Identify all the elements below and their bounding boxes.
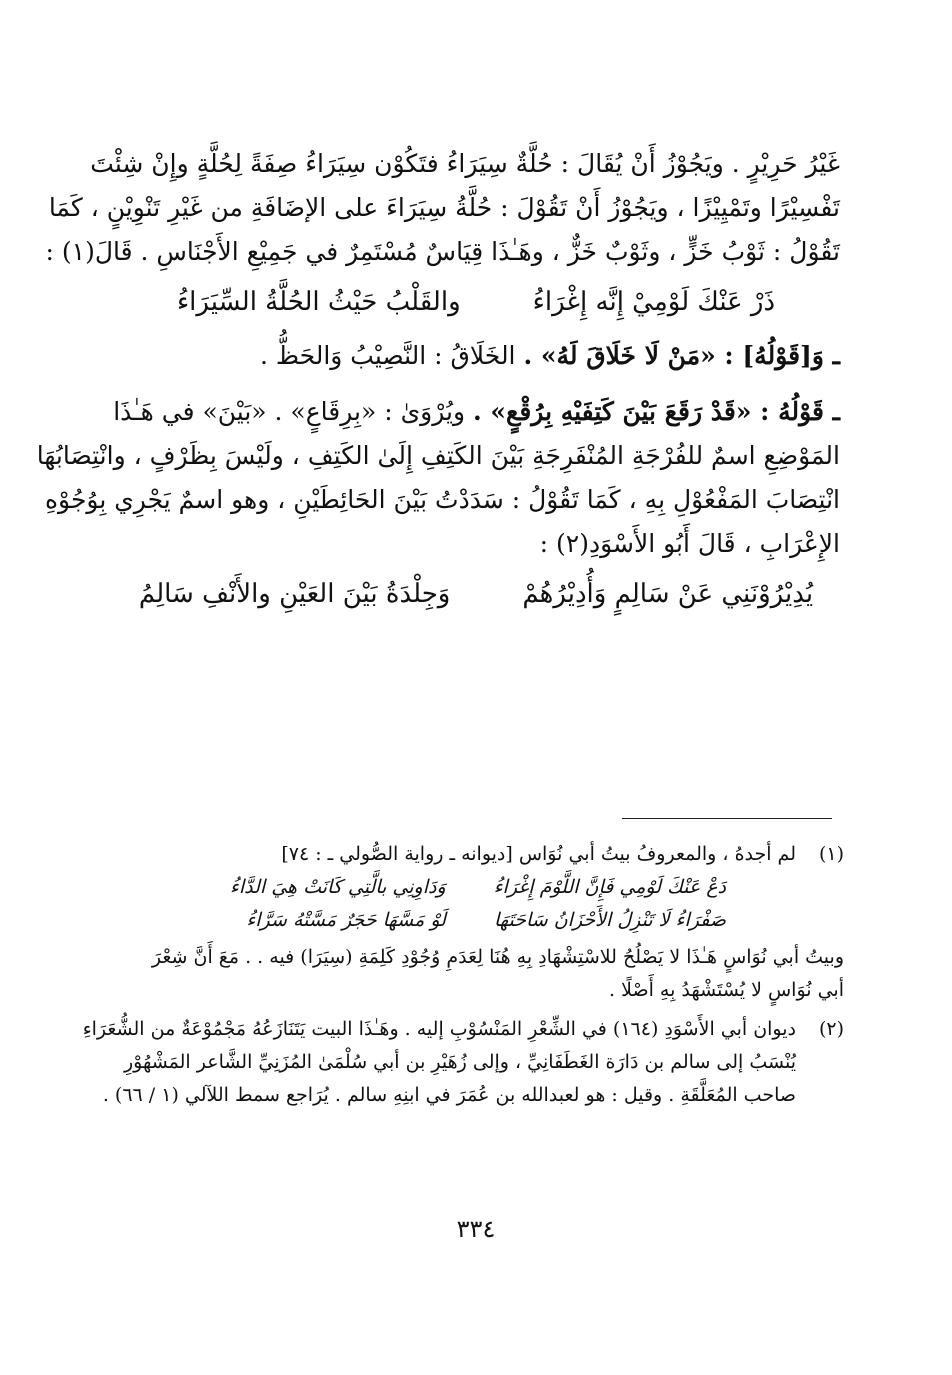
footnote-1-after-line-1: وبيتُ أبي نُوَاسٍ هَـٰذَا لا يَصْلُحُ للاسْتِشْهَادِ بِهِ هُنَا لِعَدَمِ وُجُوْدِ كَلِمَةِ (سِيَرَا) فيه . . مَعَ أَنَّ شِعْرَ [151, 946, 844, 968]
text-line-6: المَوْضِعِ اسمٌ للفُرْجَةِ المُنْفَرِجَةِ بَيْنَ الكَتِفِ إِلَىٰ الكَتِفِ ، ولَيْسَ بِظَرْفٍ ، وانْتِصَابُهَا [36, 441, 840, 470]
footnote-2 [82, 1013, 844, 1112]
text-line-1: غَيْرُ حَرِيْرٍ . ويَجُوْزُ أَنْ يُقَالَ : حُلَّةٌ سِيَرَاءُ فتَكُوْن سِيَرَاءُ صِفَةً لِحُلَّةٍ وإِنْ شِئْتَ [90, 149, 840, 178]
verse-1 [112, 280, 840, 324]
footnote-1-verse-2-first: صَفْرَاءُ لَا تَنْزِلُ الأَحْزَانُ سَاحَتَهَا [493, 909, 726, 931]
footnote-1-line-1: لم أجدهُ ، والمعروفُ بيتُ أبي نُوَاس [ديوانه ـ رواية الصُّولي ـ : ٧٤] [281, 843, 796, 865]
footnote-2-line-2: يُنْسَبُ إلى سالم بن دَارَة الغَطَفَانِيِّ ، وإلى زُهَيْرِ بن أبي سُلْمَىٰ المُزَنِيِّ الشَّاعر المَشْهُوْرِ [123, 1051, 796, 1073]
text-line-5 [112, 390, 840, 434]
paragraph-gap [112, 378, 840, 390]
footnotes [82, 838, 844, 1116]
verse-1-second-hemistich: والقَلْبُ حَيْثُ الحُلَّةُ السِّيَرَاءُ [176, 287, 461, 317]
heading-qawluhu-raqaa: ـ قَوْلُهُ : «قَدْ رَقَعَ بَيْنَ كَتِفَيْهِ بِرُقْعٍ» . [472, 397, 840, 426]
verse-2-second-hemistich: وَجِلْدَةُ بَيْنَ العَيْنِ والأَنْفِ سَالِمُ [138, 579, 451, 609]
footnote-1-verse-2 [100, 904, 796, 937]
text-line-4 [112, 334, 840, 378]
footnote-1-after-line-2: أبي نُوَاسٍ لا يُسْتَشْهَدُ بِهِ أَصْلًا . [609, 979, 844, 1001]
text-line-5-rest: ويُرْوَىٰ : «بِرِقَاعٍ» . «بَيْنَ» في هَـٰذَا [113, 397, 473, 426]
footnote-2-line-3: صاحب المُعَلَّقَةِ . وقيل : هو لعبدالله بن عُمَرَ في ابنِهِ سالم . يُرَاجع سمط اللآلي (١ / ٦٦) . [102, 1084, 796, 1106]
main-text [36, 142, 840, 626]
text-line-4-rest: الخَلَاقُ : النَّصِيْبُ وَالحَظُّ . [259, 341, 524, 370]
text-line-2: تَفْسِيْرًا وتَمْيِيْزًا ، ويَجُوْزُ أَنْ تَقُوْلَ : حُلَّةُ سِيَرَاءَ على الإضَافَةِ من غَيْرِ تَنْوِيْنٍ ، كَمَا [48, 193, 840, 222]
footnote-2-body [83, 1013, 796, 1112]
footnote-1-number: (١) [818, 843, 844, 865]
footnote-2-line-1: ديوان أبي الأَسْوَدِ (١٦٤) في الشِّعْرِ المَنْسُوْبِ إليه . وهَـٰذَا البيت يَتَنَازَعُهُ مَجْمُوْعَةٌ من الشُّعَرَاءِ [82, 1018, 796, 1040]
page-number: ٣٣٤ [456, 1215, 496, 1243]
text-line-7: انْتِصَابَ المَفْعُوْلِ بِهِ ، كَمَا تَقُوْلُ : سَدَدْتُ بَيْنَ الحَائِطَيْنِ ، وهو اسمٌ يَجْرِي بِوُجُوْهِ [44, 485, 840, 514]
footnote-1-body [100, 838, 796, 937]
footnote-1-verse-2-second: لَوْ مَسَّهَا حَجَرٌ مَسَّتْهُ سَرَّاءُ [246, 909, 446, 931]
verse-1-first-hemistich: ذَرْ عَنْكَ لَوْمِيْ إِنَّه إِغْرَاءُ [532, 287, 776, 317]
verse-2-first-hemistich: يُدِيْرُوْنَنِي عَنْ سَالِمٍ وَأُدِيْرُهُمْ [522, 579, 814, 609]
footnote-1-verse-1 [100, 871, 796, 904]
heading-qawluhu-khalaq: ـ وَ[قَوْلُهُ] : «مَنْ لَا خَلَاقَ لَهُ» . [523, 341, 840, 370]
footnote-1-verse-1-second: وَدَاوِنِي بالَّتِي كَانَتْ هِيَ الدَّاءُ [229, 876, 446, 898]
text-line-8: الإِعْرَابِ ، قَالَ أَبُو الأَسْوَدِ(٢) : [539, 529, 840, 558]
footnote-divider [622, 818, 832, 819]
footnote-2-number: (٢) [818, 1018, 844, 1040]
verse-2 [112, 572, 840, 616]
footnote-1 [100, 838, 844, 937]
footnote-1-verse-1-first: دَعْ عَنْكَ لَوْمِي فَإِنَّ اللَّوْمَ إِغْرَاءُ [493, 876, 726, 898]
text-line-3: تَقُوْلُ : ثَوْبُ خَزٍّ ، وثَوْبٌ خَزٌّ ، وهَـٰذَا قِيَاسٌ مُسْتَمِرٌ في جَمِيْعِ الأَجْنَاسِ . قَالَ(١) : [45, 237, 840, 266]
